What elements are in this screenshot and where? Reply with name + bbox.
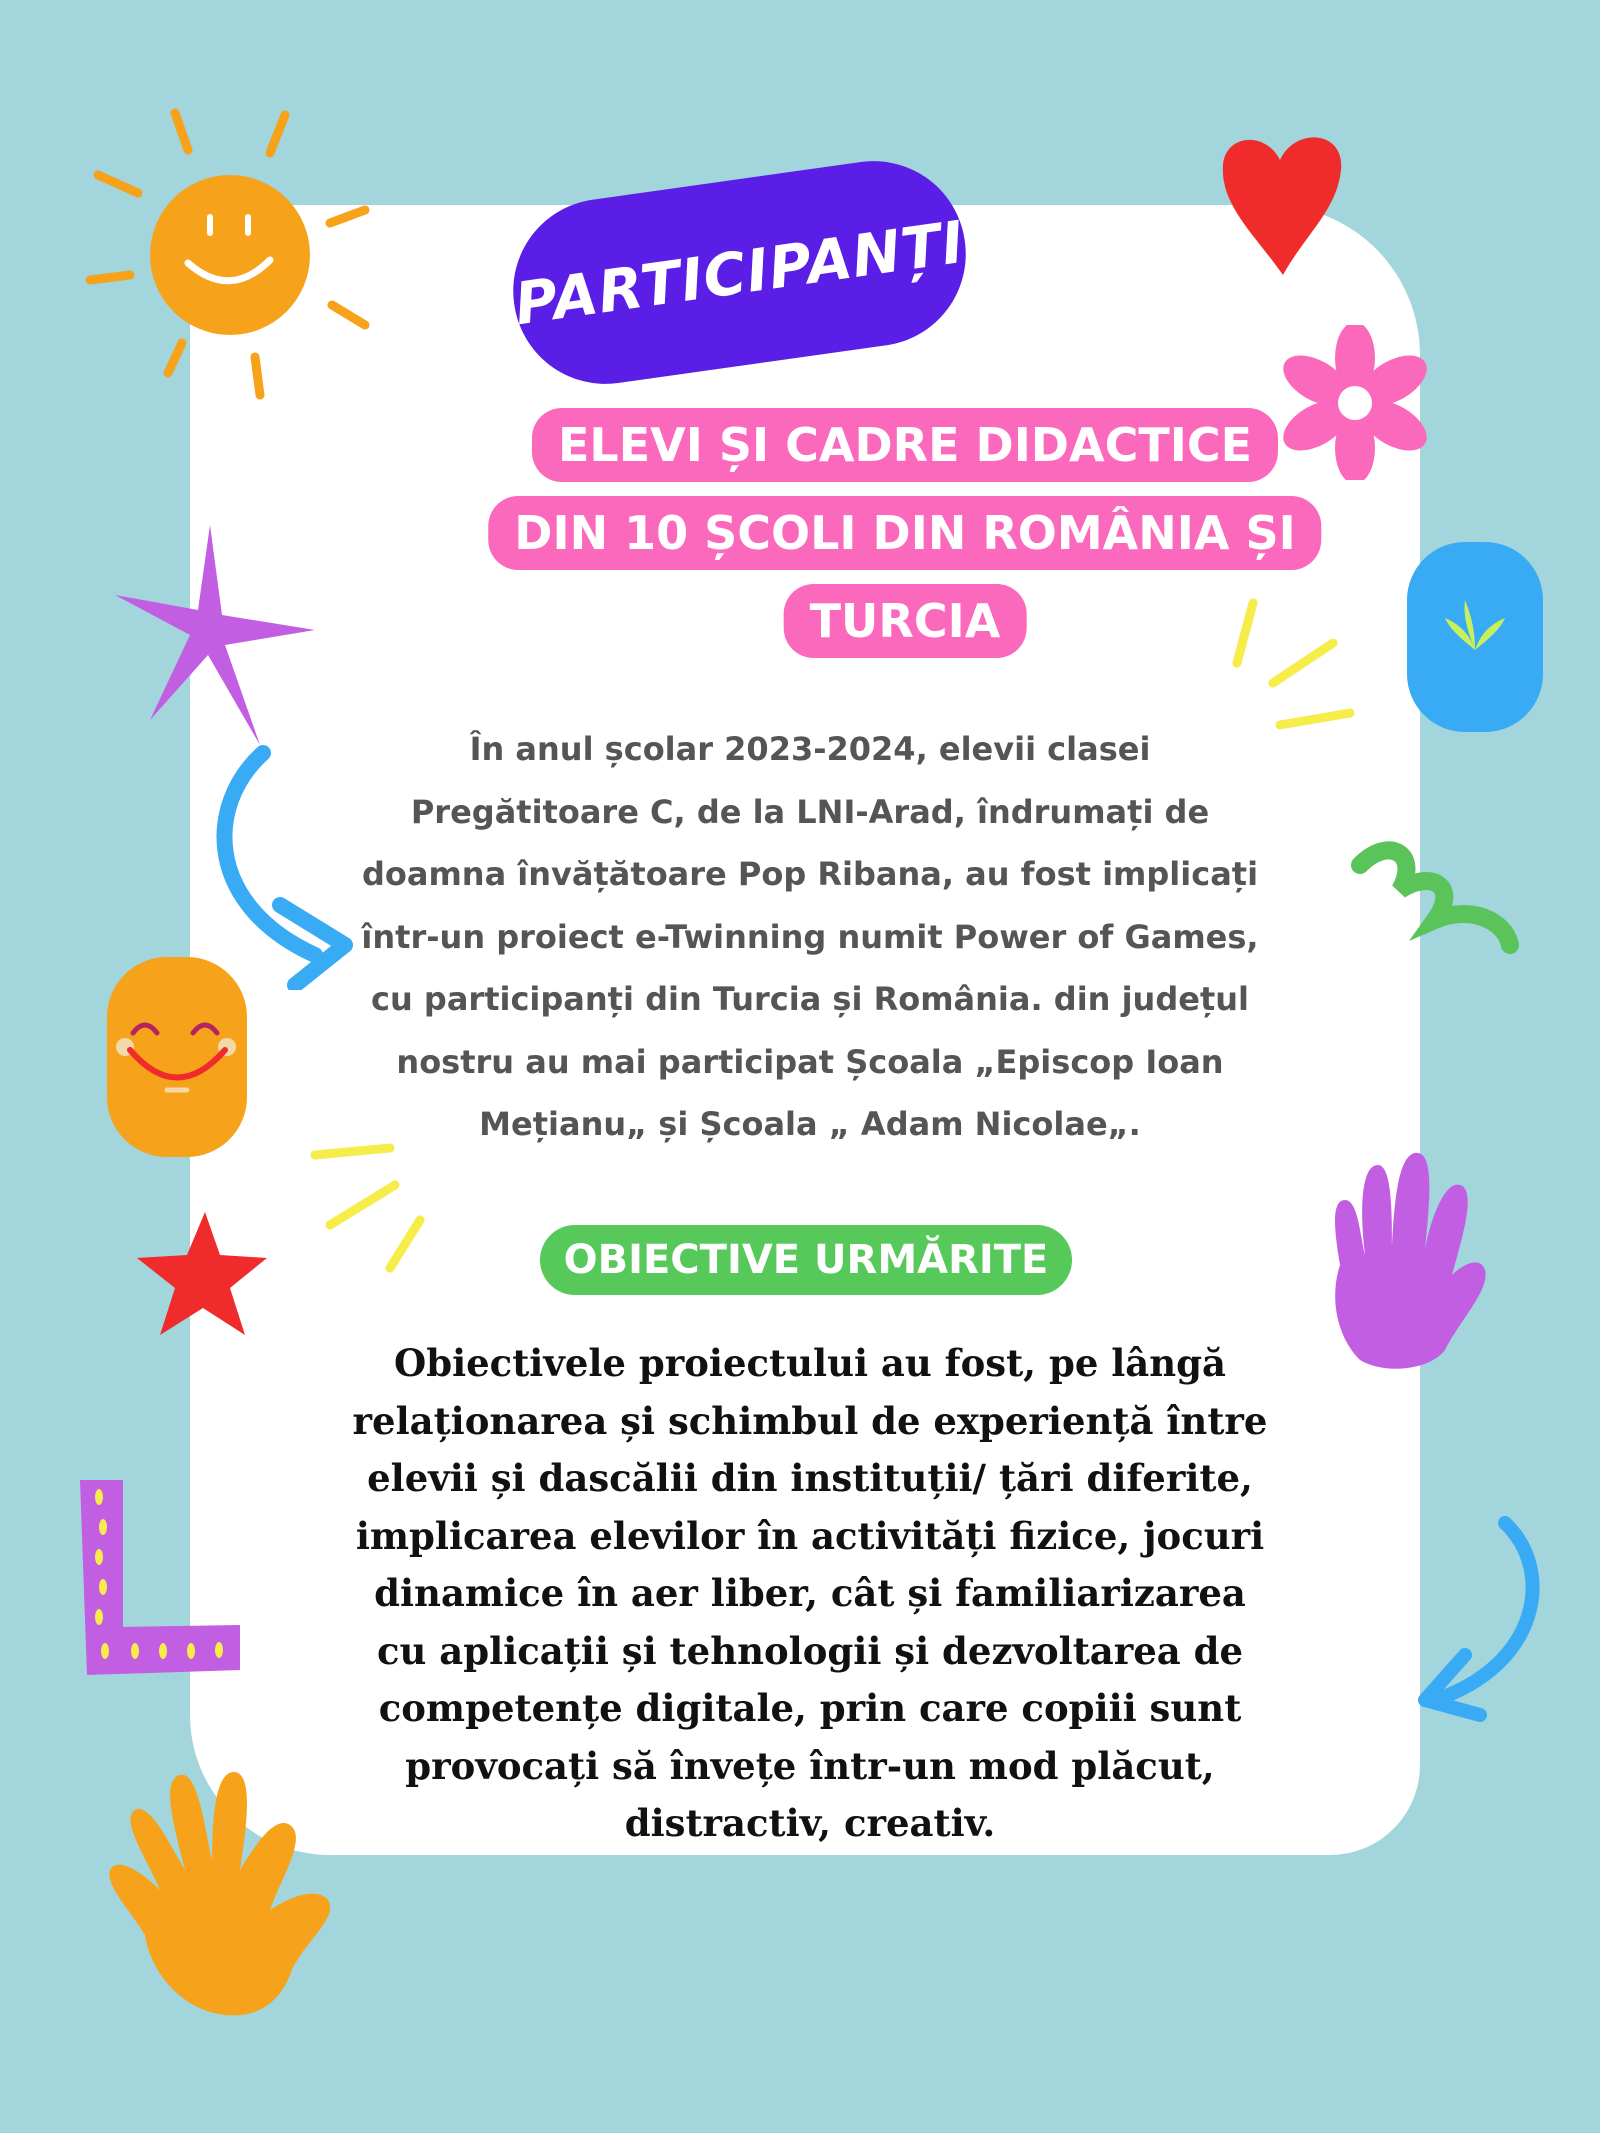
objectives-line: dinamice în aer liber, cât și familiarizarea (374, 1571, 1246, 1615)
description-line: Mețianu„ și Școala „ Adam Nicolae„. (479, 1105, 1141, 1143)
smiley-face-icon (105, 955, 250, 1160)
description-line: doamna învățătoare Pop Ribana, au fost implicați (361, 855, 1259, 893)
objectives-line: cu aplicații și tehnologii și dezvoltarea de (376, 1628, 1244, 1673)
purple-star-icon (110, 520, 325, 750)
yellow-lines-icon (305, 1140, 430, 1275)
objectives-line: relaționarea și schimbul de experiență între (352, 1398, 1268, 1443)
participants-line: ELEVI ȘI CADRE DIDACTICE (532, 408, 1278, 482)
heart-icon (1215, 125, 1350, 280)
objectives-line: Obiectivele proiectului au fost, pe lângă (393, 1341, 1227, 1385)
green-squiggle-icon (1350, 835, 1530, 960)
blue-shape-icon (1405, 540, 1545, 735)
description-line: într-un proiect e-Twinning numit Power of Games, (361, 917, 1259, 956)
objectives-line: competențe digitale, prin care copiii sunt (378, 1686, 1242, 1730)
objectives-line: elevii și dascălii din instituții/ țări diferite, (367, 1456, 1253, 1500)
description-line: În anul școlar 2023-2024, elevii clasei (469, 730, 1151, 768)
objectives-line: distractiv, creativ. (624, 1801, 996, 1845)
objectives-heading: OBIECTIVE URMĂRITE (563, 1237, 1049, 1283)
participants-line: DIN 10 ȘCOLI DIN ROMÂNIA ȘI (488, 496, 1321, 570)
participants-banner (514, 408, 1296, 673)
objectives-text (250, 1335, 1370, 1853)
description-line: cu participanți din Turcia și România. din județul (371, 980, 1249, 1018)
flower-icon (1270, 325, 1440, 480)
letter-l-icon (75, 1475, 245, 1680)
description-line: nostru au mai participat Școala „Episcop Ioan (396, 1042, 1224, 1081)
page-title: PARTICIPANȚI (510, 207, 969, 338)
objectives-banner (540, 1225, 1072, 1295)
red-star-icon (135, 1210, 270, 1340)
objectives-line: provocați să învețe într-un mod plăcut, (405, 1743, 1215, 1788)
sun-icon (70, 95, 380, 415)
participants-line: TURCIA (784, 584, 1027, 658)
description-line: Pregătitoare C, de la LNI-Arad, îndrumați de (410, 792, 1210, 831)
project-description (320, 718, 1300, 1156)
blue-arrow-icon (1410, 1515, 1555, 1725)
objectives-line: implicarea elevilor în activități fizice, jocuri (355, 1513, 1265, 1558)
